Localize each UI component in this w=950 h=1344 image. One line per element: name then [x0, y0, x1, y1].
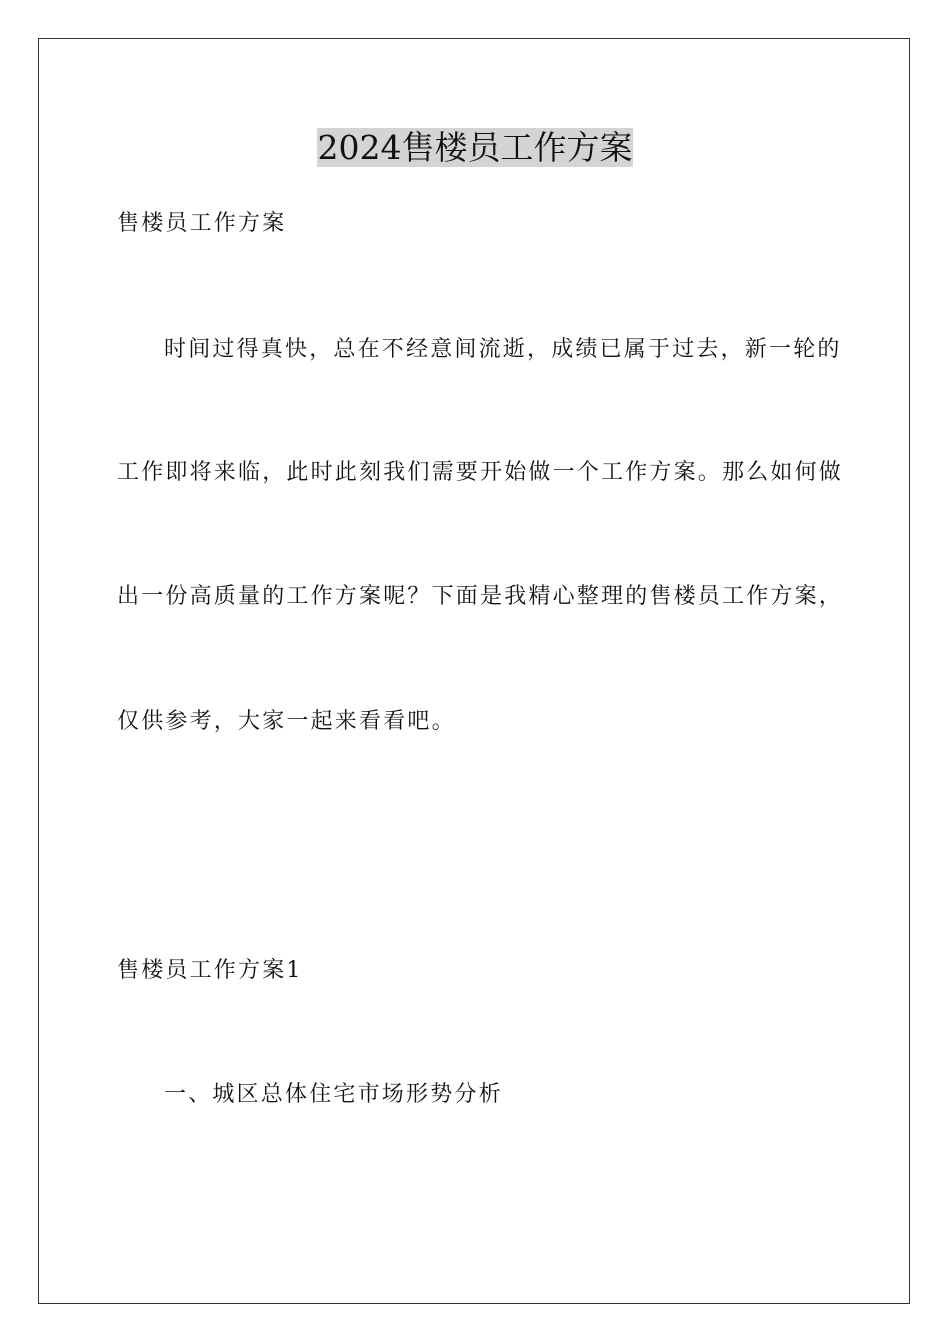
intro-line-4: 仅供参考，大家一起来看看吧。 [117, 709, 456, 734]
intro-line-2: 工作即将来临，此时此刻我们需要开始做一个工作方案。那么如何做 [117, 460, 844, 485]
section-title: 售楼员工作方案1 [117, 958, 303, 983]
intro-line-1: 时间过得真快，总在不经意间流逝，成绩已属于过去，新一轮的 [164, 337, 842, 362]
heading-1: 一、城区总体住宅市场形势分析 [164, 1082, 503, 1107]
document-title [0, 126, 950, 170]
document-subtitle: 售楼员工作方案 [117, 211, 287, 236]
intro-line-3: 出一份高质量的工作方案呢？下面是我精心整理的售楼员工作方案， [117, 584, 844, 609]
document-title-text: 2024售楼员工作方案 [317, 128, 633, 167]
